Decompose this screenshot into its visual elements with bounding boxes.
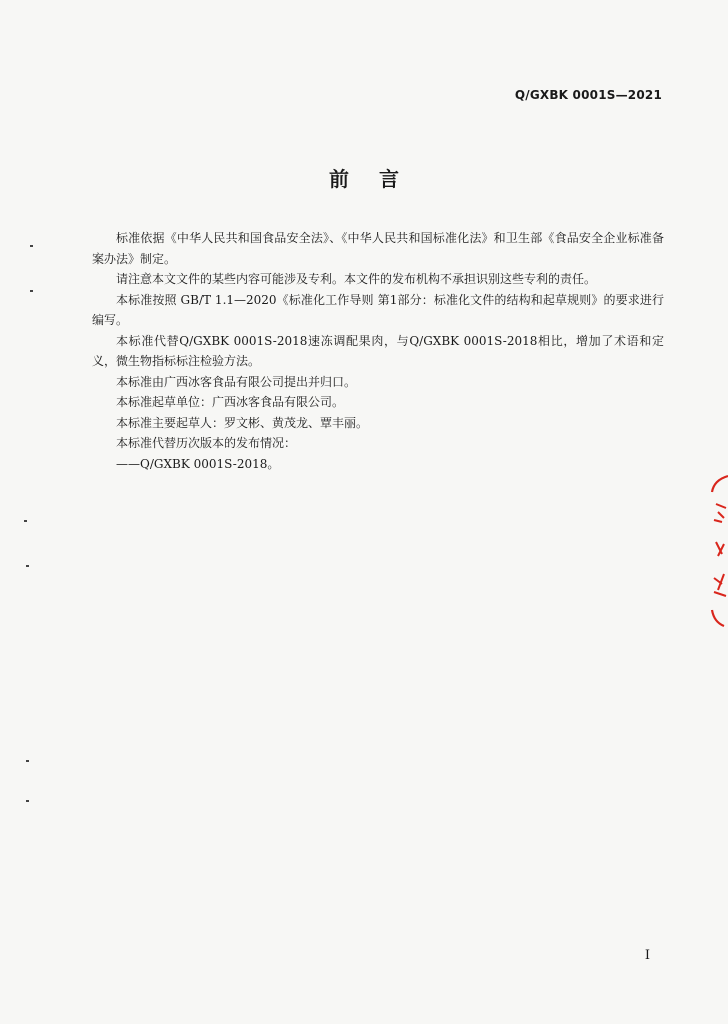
scan-speck (26, 565, 29, 567)
paragraph-history-item: ——Q/GXBK 0001S-2018。 (116, 456, 280, 471)
scan-speck (30, 245, 33, 247)
scan-speck (26, 800, 29, 802)
standard-code: Q/GXBK 0001S—2021 (514, 88, 662, 102)
red-seal-fragment (700, 470, 728, 630)
paragraph-patent-notice: 请注意本文文件的某些内容可能涉及专利。本文件的发布机构不承担识别这些专利的责任。 (116, 272, 597, 286)
paragraph-history-heading: 本标准代替历次版本的发布情况： (116, 436, 297, 450)
scan-speck (26, 760, 29, 762)
paragraph-basis: 标准依据《中华人民共和国食品安全法》、《中华人民共和国标准化法》和卫生部《食品安全企业标准备案办法》制定。 (92, 231, 664, 266)
title-char-2: 言 (379, 167, 399, 191)
paragraph-drafters: 本标准主要起草人：罗文彬、黄茂龙、覃丰丽。 (116, 415, 369, 430)
scan-speck (24, 520, 27, 522)
paragraph-drafting-rules: 本标准按照 GB/T 1.1—2020《标准化工作导则 第1部分：标准化文件的结构和起草规则》的要求进行编写。 (92, 292, 664, 327)
title-char-1: 前 (329, 167, 349, 191)
foreword-body (92, 228, 664, 474)
page-title (0, 163, 728, 192)
paragraph-proposer: 本标准由广西冰客食品有限公司提出并归口。 (116, 374, 357, 389)
page-number: I (644, 948, 650, 963)
paragraph-drafting-unit: 本标准起草单位：广西冰客食品有限公司。 (116, 395, 345, 409)
scan-speck (30, 290, 33, 292)
paragraph-replacement: 本标准代替Q/GXBK 0001S-2018速冻调配果肉，与Q/GXBK 0001S-2018相比，增加了术语和定义，微生物指标标注检验方法。 (92, 333, 664, 368)
